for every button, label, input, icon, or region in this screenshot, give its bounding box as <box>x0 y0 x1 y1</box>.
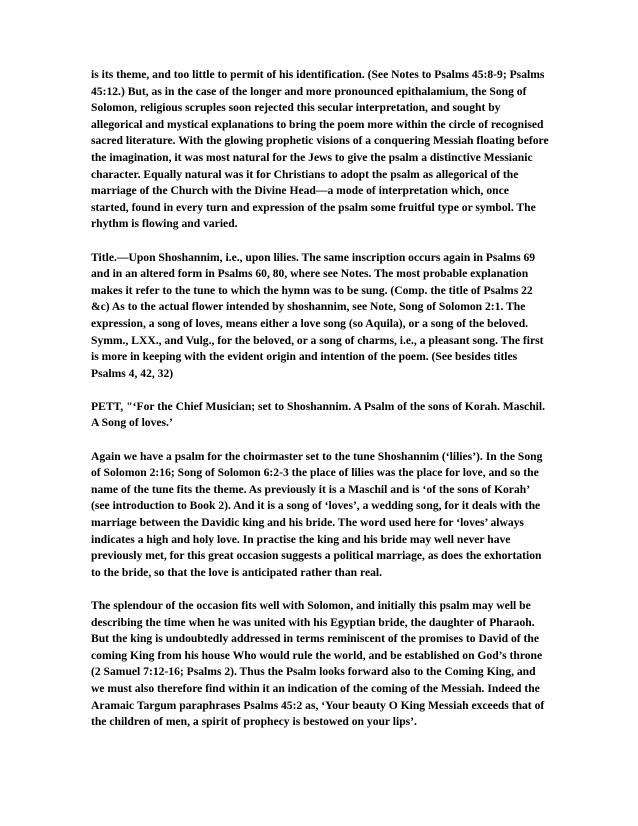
paragraph-pett-heading: PETT, "‘For the Chief Musician; set to Shoshannim. A Psalm of the sons of Korah. Maschil. A Song of loves.’ <box>91 399 545 430</box>
paragraph-interpretation: is its theme, and too little to permit of his identification. (See Notes to Psalms 45:8-9; Psalms 45:12.) But, as in the case of the longer and more pronounced epithalamium, the Song of Solomon, religious scruples soon rejected this secular interpretation, and sought by allegorical and mystical explanations to bring the poem more within the circle of recognised sacred literature. With the glowing prophetic visions of a conquering Messiah floating before the imagination, it was most natural for the Jews to give the psalm a distinctive Messianic character. Equally natural was it for Christians to adopt the psalm as allegorical of the marriage of the Church with the Divine Head—a mode of interpretation which, once started, found in every turn and expression of the psalm some fruitful type or symbol. The rhythm is flowing and varied. <box>91 68 549 231</box>
paragraph-choirmaster: Again we have a psalm for the choirmaster set to the tune Shoshannim (‘lilies’). In the Song of Solomon 2:16; Song of Solomon 6:2-3 the place of lilies was the place for love, and so the name of the tune fits the theme. As previously it is a Maschil and is ‘of the sons of Korah’ (see introduction to Book 2). And it is a song of ‘loves’, a wedding song, for it deals with the marriage between the Davidic king and his bride. The word used here for ‘loves’ always indicates a high and holy love. In practise the king and his bride may well never have previously met, for this great occasion suggests a political marriage, as does the exhortation to the bride, so that the love is anticipated rather than real. <box>91 449 543 579</box>
paragraph-title-note: Title.—Upon Shoshannim, i.e., upon lilies. The same inscription occurs again in Psalms 69 and in an altered form in Psalms 60, 80, where see Notes. The most probable explanation makes it refer to the tune to which the hymn was to be sung. (Comp. the title of Psalms 22 &c) As to the actual flower intended by shoshannim, see Note, Song of Solomon 2:1. The expression, a song of loves, means either a love song (so Aquila), or a song of the beloved. Symm., LXX., and Vulg., for the beloved, or a song of charms, i.e., a pleasant song. The first is more in keeping with the evident origin and intention of the poem. (See besides titles Psalms 4, 42, 32) <box>91 250 544 380</box>
paragraph-splendour: The splendour of the occasion fits well with Solomon, and initially this psalm may well be describing the time when he was united with his Egyptian bride, the daughter of Pharaoh. But the king is undoubtedly addressed in terms reminiscent of the promises to David of the coming King from his house Who would rule the world, and be established on God’s throne (2 Samuel 7:12-16; Psalms 2). Thus the Psalm looks forward also to the Coming King, and we must also therefore find within it an indication of the coming of the Messiah. Indeed the Aramaic Targum paraphrases Psalms 45:2 as, ‘Your beauty O King Messiah exceeds that of the children of men, a spirit of prophecy is bestowed on your lips’. <box>91 599 545 729</box>
document-page <box>91 67 549 747</box>
